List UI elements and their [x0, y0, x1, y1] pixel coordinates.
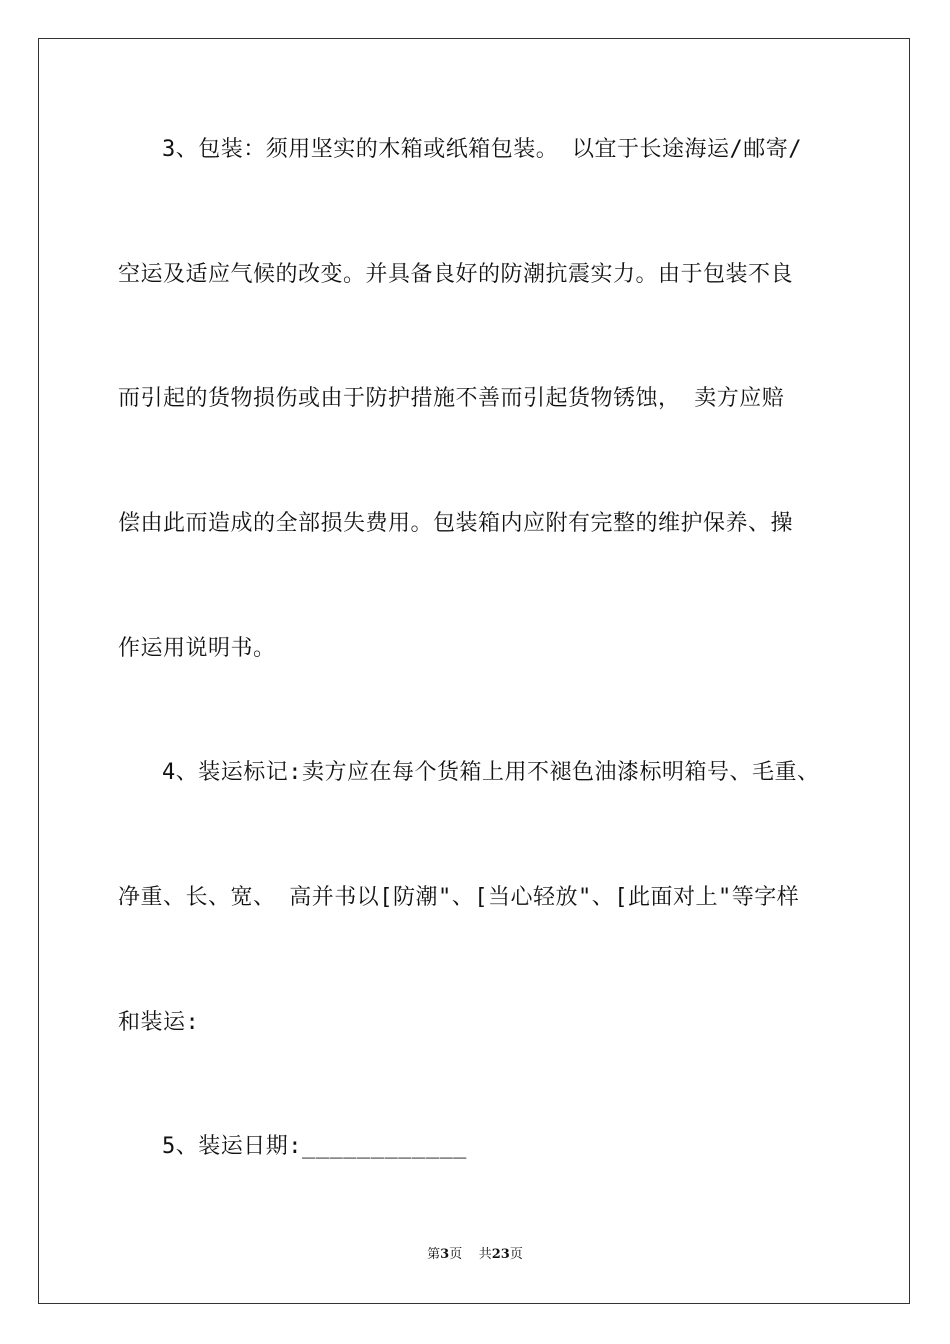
paragraph-4-line-3: 和装运:: [118, 1010, 200, 1035]
paragraph-3-line-5: 作运用说明书。: [118, 636, 276, 661]
paragraph-3-line-1: 3、包装：须用坚实的木箱或纸箱包装。 以宜于长途海运/邮寄/: [162, 137, 802, 162]
footer-total-suffix: 页: [509, 1247, 523, 1262]
page-frame: [38, 38, 910, 1304]
paragraph-3-line-2: 空运及适应气候的改变。并具备良好的防潮抗震实力。由于包装不良: [118, 262, 794, 287]
footer-page-suffix: 页: [449, 1247, 463, 1262]
paragraph-3-line-3: 而引起的货物损伤或由于防护措施不善而引起货物锈蚀， 卖方应赔: [118, 386, 785, 411]
footer-page-prefix: 第: [427, 1247, 441, 1262]
footer-page-number: 3: [440, 1247, 450, 1262]
paragraph-5-line-1: 5、装运日期:____________: [162, 1134, 467, 1159]
paragraph-3-line-4: 偿由此而造成的全部损失费用。包装箱内应附有完整的维护保养、操: [118, 511, 794, 536]
page-footer: [0, 1247, 950, 1263]
paragraph-4-line-1: 4、装运标记:卖方应在每个货箱上用不褪色油漆标明箱号、毛重、: [162, 760, 820, 785]
footer-total-prefix: 共: [478, 1247, 492, 1262]
footer-total-number: 23: [491, 1247, 510, 1262]
paragraph-4-line-2: 净重、长、宽、 高并书以[防潮"、[当心轻放"、[此面对上"等字样: [118, 885, 800, 910]
